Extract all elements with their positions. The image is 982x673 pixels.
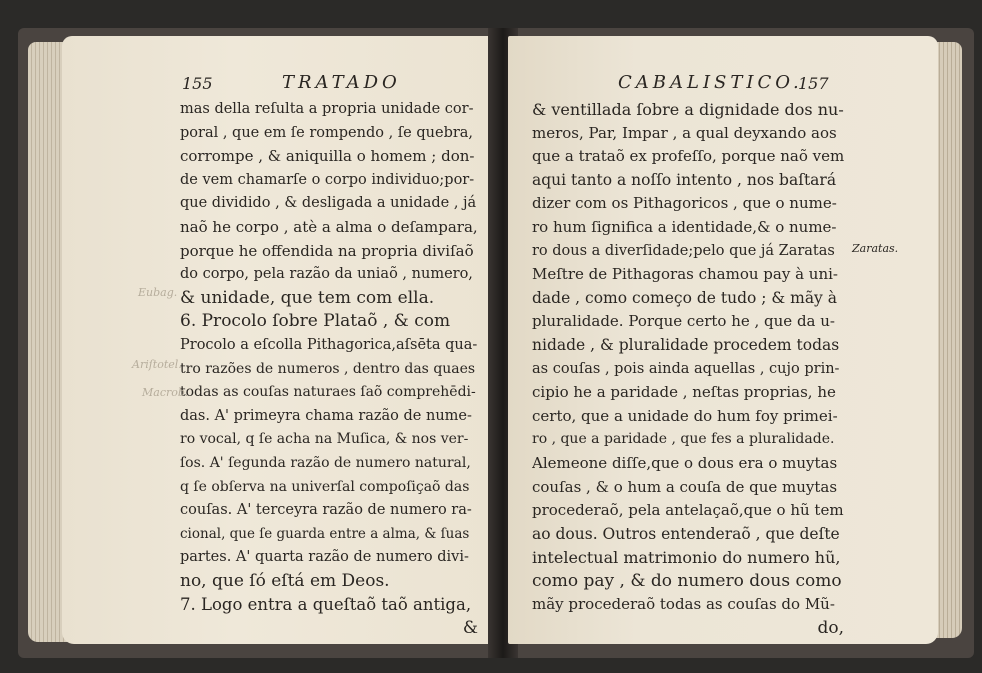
text-line: intelectual matrimonio do numero hũ, — [532, 548, 841, 568]
text-line: dade , como começo de tudo ; & mãy à — [532, 288, 837, 307]
text-line: cional, que ſe guarda entre a alma, & ſuas — [180, 525, 470, 542]
book-spread — [18, 28, 974, 658]
text-line: meros, Par, Impar , a qual deyxando aos — [532, 123, 837, 142]
text-line: 7. Logo entra a queſtaõ taõ antiga, — [180, 595, 472, 615]
text-line: partes. A' quarta razão de numero divi- — [180, 549, 469, 566]
text-line: como pay , & do numero dous como — [532, 570, 842, 591]
text-line: couſas , & o hum a couſa de que muytas — [532, 477, 838, 496]
right-page — [508, 36, 938, 644]
text-line: & ventillada ſobre a dignidade dos nu- — [532, 100, 844, 119]
left-running-header: TRATADO — [282, 72, 401, 93]
text-line: ro dous a diverſidade;pelo que já Zaratas — [532, 242, 835, 259]
show-through-mark: Eubag. — [138, 286, 178, 299]
text-line: naõ he corpo , atè a alma o deſampara, — [180, 217, 478, 236]
text-line: mãy procederaõ todas as couſas do Mũ- — [532, 595, 835, 614]
text-line: ao dous. Outros entenderaõ , que deſte — [532, 524, 840, 543]
text-line: tro razões de numeros , dentro das quaes — [180, 360, 476, 377]
show-through-mark: Ariſtotel. — [132, 358, 182, 371]
text-line: nidade , & pluralidade procedem todas — [532, 335, 840, 354]
text-line: poral , que em ſe rompendo , ſe quebra, — [180, 124, 474, 141]
text-line: das. A' primeyra chama razão de nume- — [180, 407, 472, 424]
text-line: procederaõ, pela antelaçaõ,que o hũ tem — [532, 501, 844, 520]
text-line: cipio he a paridade , neſtas proprias, he — [532, 383, 836, 402]
text-line: porque he offendida na propria diviſaõ — [180, 241, 474, 260]
show-through-mark: Macrob. — [142, 386, 189, 399]
text-line: que a trataõ ex profeſſo, porque naõ vem — [532, 147, 844, 166]
text-line: mas della reſulta a propria unidade cor- — [180, 101, 474, 117]
text-line: Alemeone diſſe,que o dous era o muytas — [532, 453, 838, 472]
left-folio: 155 — [182, 74, 213, 93]
text-line: do, — [817, 618, 844, 639]
text-line: ro hum ſignifica a identidade,& o nume- — [532, 217, 837, 236]
margin-note: Zaratas. — [852, 242, 899, 255]
text-line: corrompe , & aniquilla o homem ; don- — [180, 147, 475, 166]
text-line: & unidade, que tem com ella. — [180, 287, 435, 308]
text-line: couſas. A' terceyra razão de numero ra- — [180, 502, 472, 519]
text-line: 6. Procolo ſobre Plataõ , & com — [180, 311, 451, 332]
text-line: ro vocal, q ſe acha na Muſica, & nos ver- — [180, 431, 469, 448]
left-text-block — [180, 98, 478, 641]
text-line: as couſas , pois ainda aquellas , cujo prin- — [532, 360, 840, 377]
right-running-header: CABALISTICO. — [618, 72, 803, 93]
text-line: que dividido , & desligada a unidade , já — [180, 195, 477, 212]
text-line: Meſtre de Pithagoras chamou pay à uni- — [532, 265, 838, 284]
text-line: de vem chamarſe o corpo individuo;por- — [180, 171, 475, 188]
text-line: no, que ſó eſtá em Deos. — [180, 570, 390, 591]
text-line: todas as couſas naturaes ſaõ comprehēdi- — [180, 384, 476, 401]
text-line: & — [462, 618, 478, 639]
text-line: q ſe obſerva na univerſal compoſiçaõ das — [180, 478, 470, 495]
text-line: pluralidade. Porque certo he , que da u- — [532, 312, 835, 331]
text-line: do corpo, pela razão da uniaõ , numero, — [180, 266, 473, 283]
text-line: certo, que a unidade do hum foy primei- — [532, 406, 838, 425]
left-page — [62, 36, 494, 644]
text-line: aqui tanto a noſſo intento , nos baſtará — [532, 170, 837, 189]
text-line: Procolo a eſcolla Pithagorica,aſsēta qua- — [180, 336, 478, 353]
right-folio: 157 — [798, 74, 829, 93]
text-line: dizer com os Pithagoricos , que o nume- — [532, 194, 837, 213]
text-line: ſos. A' ſegunda razão de numero natural, — [180, 454, 471, 471]
text-line: ro , que a paridade , que fes a pluralidade. — [532, 431, 835, 448]
right-text-block — [532, 98, 844, 641]
